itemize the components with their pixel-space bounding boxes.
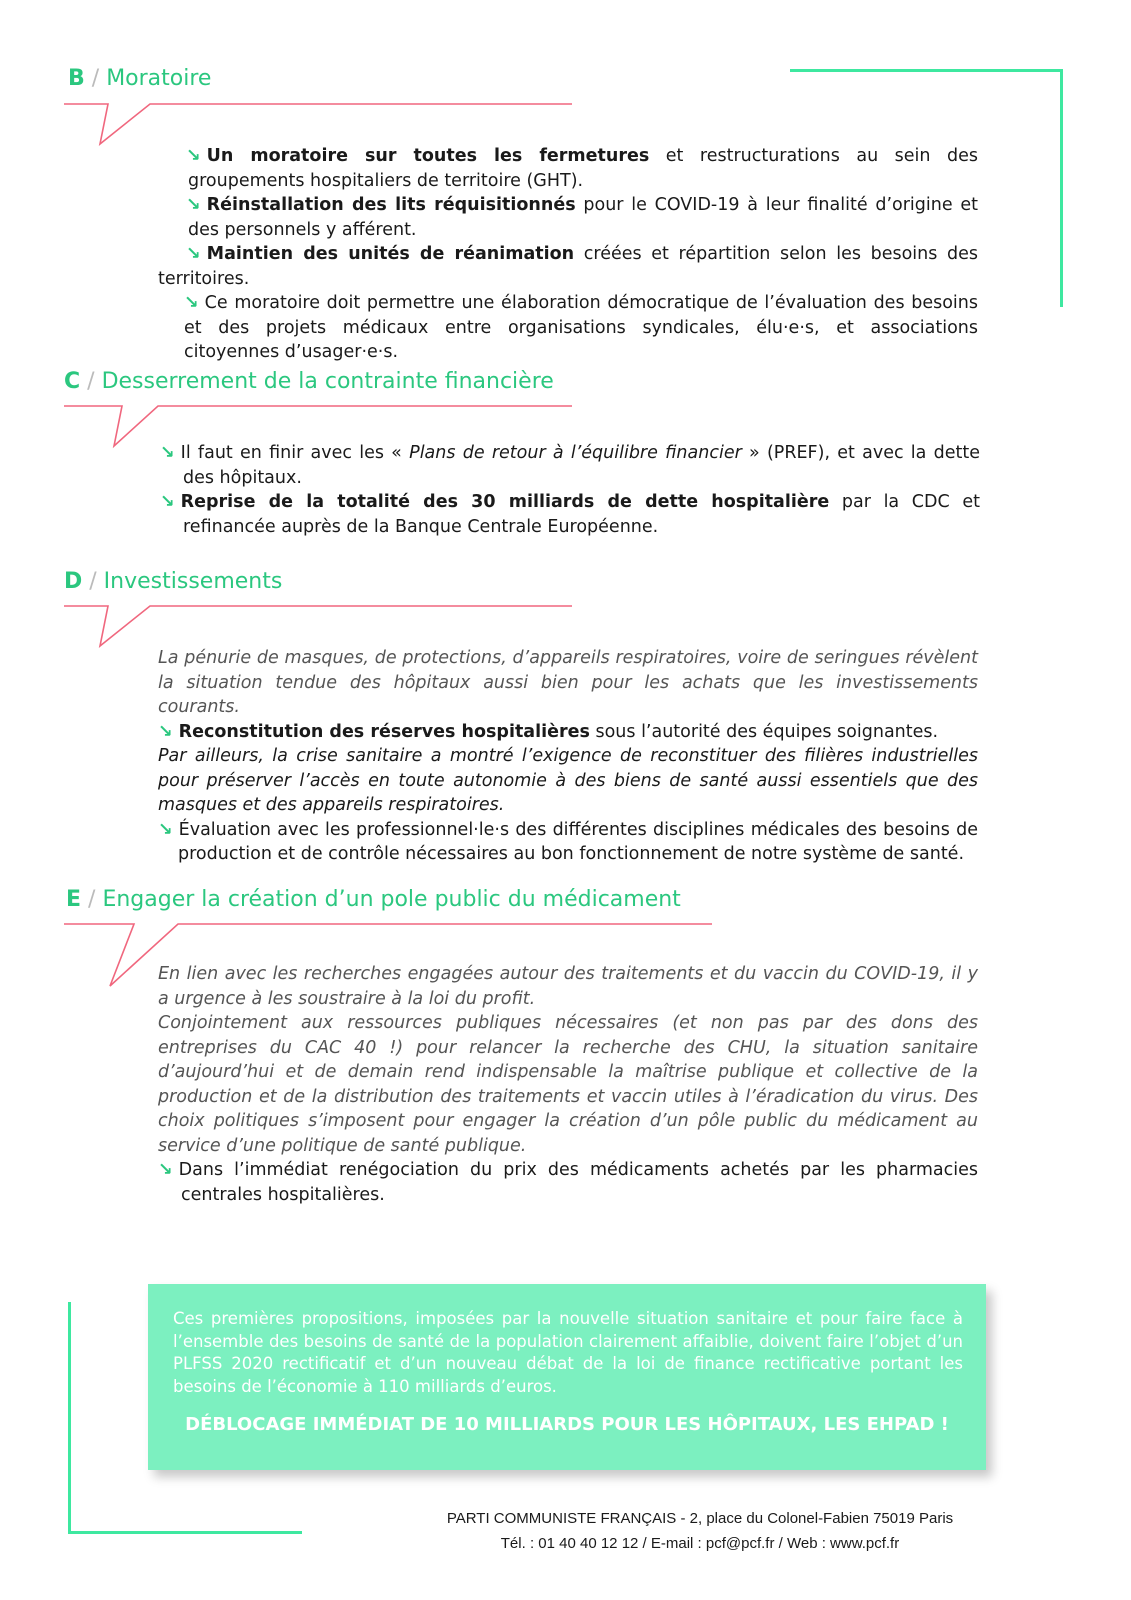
footer-address-text: - 2, place du Colonel-Fabien 75019 Paris <box>676 1510 954 1527</box>
arrow-icon: ↘ <box>158 1160 173 1180</box>
frame-top-line <box>790 69 1063 72</box>
callout-line-d <box>62 598 582 650</box>
list-item: ↘ Réinstallation des lits réquisitionnés pour le COVID-19 à leur finalité d’origine et des personnels y afférent. <box>186 195 978 240</box>
section-letter: C <box>64 369 81 394</box>
footer-email-link[interactable]: pcf@pcf.fr <box>705 1535 775 1552</box>
arrow-icon: ↘ <box>186 146 201 166</box>
list-item: ↘ Maintien des unités de réanimation créées et répartition selon les besoins des territoires. <box>158 244 979 289</box>
section-d-heading <box>64 569 282 594</box>
section-title: Moratoire <box>106 66 212 91</box>
arrow-icon: ↘ <box>186 195 201 215</box>
section-slash: / <box>82 569 104 594</box>
footer-contact: Tél. : 01 40 40 12 12 / E-mail : pcf@pcf.fr / Web : www.pcf.fr <box>500 1535 900 1552</box>
frame-bottom-line <box>68 1531 302 1534</box>
arrow-icon: ↘ <box>160 492 175 512</box>
summary-box <box>148 1284 986 1470</box>
section-letter: B <box>68 66 85 91</box>
footer-org: PARTI COMMUNISTE FRANÇAIS <box>446 1510 677 1527</box>
section-b-heading <box>68 66 211 91</box>
arrow-icon: ↘ <box>158 819 173 840</box>
intro-paragraph: La pénurie de masques, de protections, d’appareils respiratoires, voire de seringues révèlent la situation tendue des hôpitaux aussi bien pour les achats que les investissements courants. <box>158 648 978 717</box>
frame-left-line <box>68 1302 71 1534</box>
list-item: ↘ Reprise de la totalité des 30 milliards de dette hospitalière par la CDC et refinancée auprès de la Banque Centrale Européenne. <box>160 492 981 537</box>
list-item: ↘ Il faut en finir avec les « Plans de retour à l’équilibre financier » (PREF), et avec la dette des hôpitaux. <box>160 443 980 488</box>
intro-paragraph: En lien avec les recherches engagées autour des traitements et du vaccin du COVID-19, il y a urgence à les soustraire à la loi du profit. <box>158 964 978 1009</box>
frame-right-line <box>1060 69 1063 307</box>
footer-web-link[interactable]: www.pcf.fr <box>830 1535 900 1552</box>
footer-address <box>300 1510 1100 1527</box>
paragraph: Conjointement aux ressources publiques nécessaires (et non pas par des dons des entreprises du CAC 40 !) pour relancer la recherche des CHU, la situation sanitaire d’aujourd’hui et de demain rend indispensable la maîtrise publique et collective de la production et de la distribution des traitements et vaccin utiles à l’éradication du virus. Des choix politiques s’imposent pour engager la création d’un pôle public du médicament au service d’une politique de santé publique. <box>158 1013 978 1156</box>
summary-demand: DÉBLOCAGE IMMÉDIAT DE 10 MILLIARDS POUR LES HÔPITAUX, LES EHPAD ! <box>185 1414 949 1435</box>
list-item: ↘ Un moratoire sur toutes les fermetures et restructurations au sein des groupements hospitaliers de territoire (GHT). <box>186 146 978 191</box>
section-title: Engager la création d’un pole public du médicament <box>102 887 681 912</box>
section-slash: / <box>80 369 102 394</box>
section-c-body <box>160 441 980 539</box>
arrow-icon: ↘ <box>184 293 199 313</box>
section-slash: / <box>81 887 103 912</box>
arrow-icon: ↘ <box>158 721 173 742</box>
callout-line-b <box>62 96 582 148</box>
list-item: ↘ Évaluation avec les professionnel·le·s des différentes disciplines médicales des besoins de production et de contrôle nécessaires au bon fonctionnement de notre système de santé. <box>158 819 978 864</box>
list-item: ↘ Dans l’immédiat renégociation du prix des médicaments achetés par les pharmacies centrales hospitalières. <box>158 1160 978 1205</box>
footer-phone: 01 40 40 12 12 <box>538 1535 639 1552</box>
list-item: ↘ Reconstitution des réserves hospitalières sous l’autorité des équipes soignantes. <box>158 721 939 742</box>
paragraph: Par ailleurs, la crise sanitaire a montré l’exigence de reconstituer des filières industrielles pour préserver l’accès en toute autonomie à des biens de santé aussi essentiels que des masques et des appareils respiratoires. <box>158 746 978 815</box>
section-letter: D <box>64 569 83 594</box>
arrow-icon: ↘ <box>186 244 201 264</box>
section-e-heading <box>66 887 681 912</box>
section-e-body <box>158 962 978 1207</box>
section-title: Desserrement de la contrainte financière <box>101 369 554 394</box>
section-c-heading <box>64 369 554 394</box>
section-b-body <box>158 144 978 365</box>
list-item: ↘ Ce moratoire doit permettre une élaboration démocratique de l’évaluation des besoins et des projets médicaux entre organisations syndicales, élu·e·s, et associations citoyennes d’usager·e·s. <box>184 293 978 362</box>
section-title: Investissements <box>103 569 283 594</box>
section-letter: E <box>66 887 82 912</box>
summary-text: Ces premières propositions, imposées par la nouvelle situation sanitaire et pour faire face à l’ensemble des besoins de santé de la population clairement affaiblie, doivent faire l’objet d’un PLFSS 2020 rectificatif et d’un nouveau débat de la loi de finance rectificative portant les besoins de l’économie à 110 milliards d’euros. <box>173 1309 963 1396</box>
section-d-body <box>158 646 978 867</box>
section-slash: / <box>84 66 107 91</box>
arrow-icon: ↘ <box>160 443 175 463</box>
